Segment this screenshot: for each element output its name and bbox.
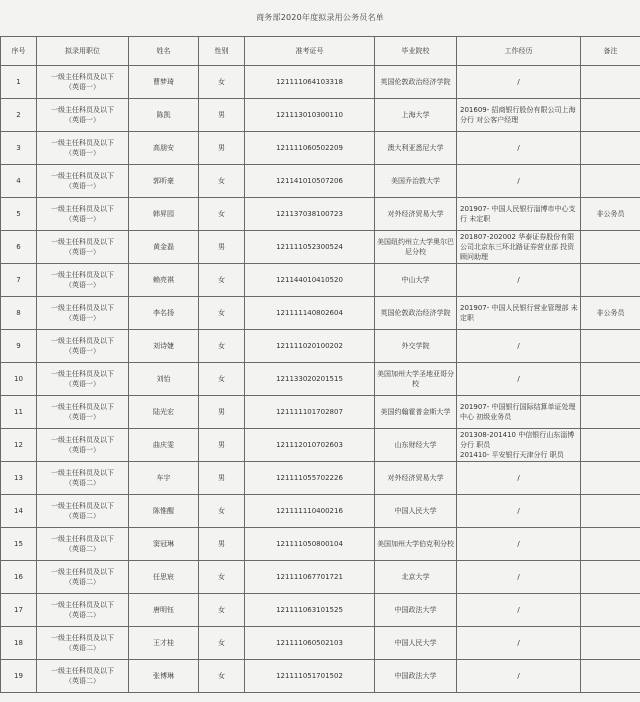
header-no: 序号 [1,37,37,66]
cell-position [37,363,129,396]
cell-experience: / [457,165,581,198]
document-title: 商务部2020年度拟录用公务员名单 [256,13,384,22]
cell-position [37,495,129,528]
header-note: 备注 [581,37,640,66]
position-title: 一级主任科员及以下 [51,469,114,477]
cell-no: 18 [1,627,37,660]
cell-name: 刘怡 [129,363,199,396]
cell-note [581,363,640,396]
cell-name: 韩昇园 [129,198,199,231]
cell-exam-id: 121141010507206 [245,165,375,198]
cell-position [37,132,129,165]
position-language: （英语一） [65,413,100,421]
cell-school: 外交学院 [375,330,457,363]
position-language: （英语一） [65,380,100,388]
cell-gender: 男 [199,528,245,561]
table-body [1,66,640,693]
position-language: （英语一） [65,248,100,256]
cell-note [581,165,640,198]
cell-note: 非公务员 [581,297,640,330]
table-row [1,495,640,528]
cell-experience: / [457,594,581,627]
cell-gender: 男 [199,99,245,132]
cell-no: 7 [1,264,37,297]
position-language: （英语一） [65,314,100,322]
position-title: 一级主任科员及以下 [51,304,114,312]
cell-exam-id: 121111063101525 [245,594,375,627]
cell-position [37,627,129,660]
position-title: 一级主任科员及以下 [51,436,114,444]
cell-school: 美国约翰霍普金斯大学 [375,396,457,429]
table-row [1,99,640,132]
position-title: 一级主任科员及以下 [51,535,114,543]
cell-exam-id: 121111110400216 [245,495,375,528]
cell-exam-id: 121111051701502 [245,660,375,693]
table-row [1,132,640,165]
cell-note [581,660,640,693]
cell-school: 中山大学 [375,264,457,297]
position-title: 一级主任科员及以下 [51,271,114,279]
cell-position [37,462,129,495]
table-row [1,660,640,693]
position-title: 一级主任科员及以下 [51,205,114,213]
cell-note [581,132,640,165]
cell-note [581,627,640,660]
cell-position [37,396,129,429]
position-language: （英语一） [65,446,100,454]
cell-position [37,594,129,627]
cell-experience: / [457,561,581,594]
table-row [1,231,640,264]
cell-position [37,330,129,363]
cell-no: 8 [1,297,37,330]
cell-experience: / [457,66,581,99]
position-title: 一级主任科员及以下 [51,73,114,81]
cell-position [37,99,129,132]
cell-exam-id: 121111050800104 [245,528,375,561]
position-language: （英语二） [65,677,100,685]
cell-name: 曲庆雯 [129,429,199,462]
cell-school: 美国加州大学圣地亚哥分校 [375,363,457,396]
cell-name: 陆光宏 [129,396,199,429]
cell-experience: / [457,132,581,165]
cell-note [581,594,640,627]
position-title: 一级主任科员及以下 [51,106,114,114]
cell-position [37,528,129,561]
cell-exam-id: 121137038100723 [245,198,375,231]
cell-school: 上海大学 [375,99,457,132]
cell-experience: / [457,528,581,561]
table-row [1,594,640,627]
cell-gender: 女 [199,264,245,297]
position-language: （英语一） [65,116,100,124]
cell-note [581,264,640,297]
position-language: （英语一） [65,182,100,190]
position-language: （英语一） [65,149,100,157]
position-language: （英语二） [65,545,100,553]
cell-gender: 女 [199,561,245,594]
cell-position [37,198,129,231]
cell-experience: / [457,660,581,693]
cell-note [581,330,640,363]
cell-exam-id: 121111060502103 [245,627,375,660]
position-title: 一级主任科员及以下 [51,568,114,576]
cell-gender: 男 [199,132,245,165]
position-language: （英语一） [65,347,100,355]
cell-no: 15 [1,528,37,561]
header-school: 毕业院校 [375,37,457,66]
cell-position [37,297,129,330]
cell-exam-id: 121111055702226 [245,462,375,495]
cell-note [581,66,640,99]
cell-gender: 女 [199,495,245,528]
cell-note [581,99,640,132]
cell-position [37,660,129,693]
position-language: （英语一） [65,215,100,223]
candidates-table [0,36,640,693]
cell-exam-id: 121111101702807 [245,396,375,429]
cell-experience: / [457,363,581,396]
cell-experience: 201907- 中国人民银行淄博市中心支行 未定职 [457,198,581,231]
position-title: 一级主任科员及以下 [51,667,114,675]
position-language: （英语一） [65,281,100,289]
cell-school: 对外经济贸易大学 [375,462,457,495]
cell-no: 10 [1,363,37,396]
table-row [1,561,640,594]
cell-no: 11 [1,396,37,429]
cell-no: 12 [1,429,37,462]
cell-school: 中国政法大学 [375,594,457,627]
table-row [1,165,640,198]
cell-school: 中国人民大学 [375,627,457,660]
cell-name: 王才桂 [129,627,199,660]
position-language: （英语二） [65,611,100,619]
table-row [1,198,640,231]
cell-exam-id: 121111067701721 [245,561,375,594]
cell-name: 郭昕豪 [129,165,199,198]
cell-experience: 201308-201410 中信银行山东淄博分行 职员 201410- 平安银行天津分行 职员 [457,429,581,462]
cell-no: 3 [1,132,37,165]
cell-school: 英国伦敦政治经济学院 [375,297,457,330]
cell-gender: 女 [199,198,245,231]
cell-note [581,495,640,528]
position-title: 一级主任科员及以下 [51,139,114,147]
cell-school: 中国人民大学 [375,495,457,528]
cell-exam-id: 121111052300524 [245,231,375,264]
cell-name: 陈惟醒 [129,495,199,528]
cell-name: 曹梦琦 [129,66,199,99]
table-row [1,264,640,297]
cell-no: 5 [1,198,37,231]
cell-school: 英国伦敦政治经济学院 [375,66,457,99]
cell-exam-id: 121111140802604 [245,297,375,330]
cell-school: 山东财经大学 [375,429,457,462]
position-title: 一级主任科员及以下 [51,337,114,345]
cell-position [37,561,129,594]
cell-name: 车宇 [129,462,199,495]
cell-experience: / [457,264,581,297]
table-row [1,429,640,462]
cell-name: 任思宸 [129,561,199,594]
cell-gender: 女 [199,627,245,660]
header-gender: 性别 [199,37,245,66]
cell-experience: / [457,330,581,363]
cell-note [581,396,640,429]
cell-no: 16 [1,561,37,594]
cell-no: 4 [1,165,37,198]
cell-name: 窦冠琳 [129,528,199,561]
cell-gender: 男 [199,396,245,429]
cell-note [581,462,640,495]
table-row [1,330,640,363]
table-row [1,363,640,396]
cell-gender: 女 [199,330,245,363]
table-row [1,462,640,495]
cell-school: 北京大学 [375,561,457,594]
position-title: 一级主任科员及以下 [51,370,114,378]
position-title: 一级主任科员及以下 [51,634,114,642]
cell-no: 9 [1,330,37,363]
cell-no: 17 [1,594,37,627]
cell-note [581,429,640,462]
table-header-row [1,37,640,66]
position-language: （英语二） [65,512,100,520]
position-title: 一级主任科员及以下 [51,238,114,246]
cell-exam-id: 121133020201515 [245,363,375,396]
cell-no: 2 [1,99,37,132]
cell-experience: 201609- 招商银行股份有限公司上海分行 对公客户经理 [457,99,581,132]
cell-note [581,561,640,594]
position-language: （英语二） [65,644,100,652]
table-row [1,627,640,660]
cell-school: 澳大利亚悉尼大学 [375,132,457,165]
cell-school: 美国乔治敦大学 [375,165,457,198]
cell-gender: 女 [199,165,245,198]
cell-exam-id: 121111060502209 [245,132,375,165]
table-row [1,66,640,99]
cell-name: 陈凯 [129,99,199,132]
cell-name: 赖亮祺 [129,264,199,297]
cell-exam-id: 121144010410520 [245,264,375,297]
cell-experience: / [457,495,581,528]
cell-experience: 201907- 中国银行国际结算单证处理中心 初级业务员 [457,396,581,429]
cell-school: 中国政法大学 [375,660,457,693]
cell-school: 美国纽约州立大学奥尔巴尼分校 [375,231,457,264]
cell-exam-id: 121111064103318 [245,66,375,99]
cell-position [37,231,129,264]
cell-no: 6 [1,231,37,264]
position-language: （英语一） [65,83,100,91]
table-row [1,528,640,561]
cell-note [581,231,640,264]
cell-experience: 201807-202002 华泰证券股份有限公司北京东三环北路证券营业部 投资顾问助理 [457,231,581,264]
cell-gender: 女 [199,66,245,99]
cell-no: 1 [1,66,37,99]
cell-name: 高朋安 [129,132,199,165]
cell-note [581,528,640,561]
cell-no: 13 [1,462,37,495]
cell-gender: 男 [199,429,245,462]
cell-exam-id: 121113010300110 [245,99,375,132]
position-language: （英语二） [65,479,100,487]
cell-school: 对外经济贸易大学 [375,198,457,231]
table-row [1,396,640,429]
cell-experience: 201907- 中国人民银行营业管理部 未定职 [457,297,581,330]
header-experience: 工作经历 [457,37,581,66]
cell-name: 张博琳 [129,660,199,693]
cell-gender: 男 [199,462,245,495]
position-language: （英语二） [65,578,100,586]
cell-position [37,264,129,297]
cell-experience: / [457,627,581,660]
cell-position [37,429,129,462]
cell-name: 李名扬 [129,297,199,330]
cell-no: 14 [1,495,37,528]
cell-position [37,66,129,99]
cell-position [37,165,129,198]
table-row [1,297,640,330]
position-title: 一级主任科员及以下 [51,403,114,411]
cell-no: 19 [1,660,37,693]
header-position: 拟录用职位 [37,37,129,66]
cell-name: 黄金磊 [129,231,199,264]
cell-gender: 女 [199,660,245,693]
cell-exam-id: 121112010702603 [245,429,375,462]
cell-name: 刘诗婕 [129,330,199,363]
position-title: 一级主任科员及以下 [51,502,114,510]
cell-school: 美国加州大学伯克利分校 [375,528,457,561]
position-title: 一级主任科员及以下 [51,172,114,180]
cell-note: 非公务员 [581,198,640,231]
header-name: 姓名 [129,37,199,66]
cell-exam-id: 121111020100202 [245,330,375,363]
header-exam-id: 准考证号 [245,37,375,66]
cell-experience: / [457,462,581,495]
cell-gender: 女 [199,363,245,396]
cell-gender: 男 [199,231,245,264]
position-title: 一级主任科员及以下 [51,601,114,609]
cell-gender: 女 [199,594,245,627]
cell-name: 唐明钰 [129,594,199,627]
cell-gender: 女 [199,297,245,330]
